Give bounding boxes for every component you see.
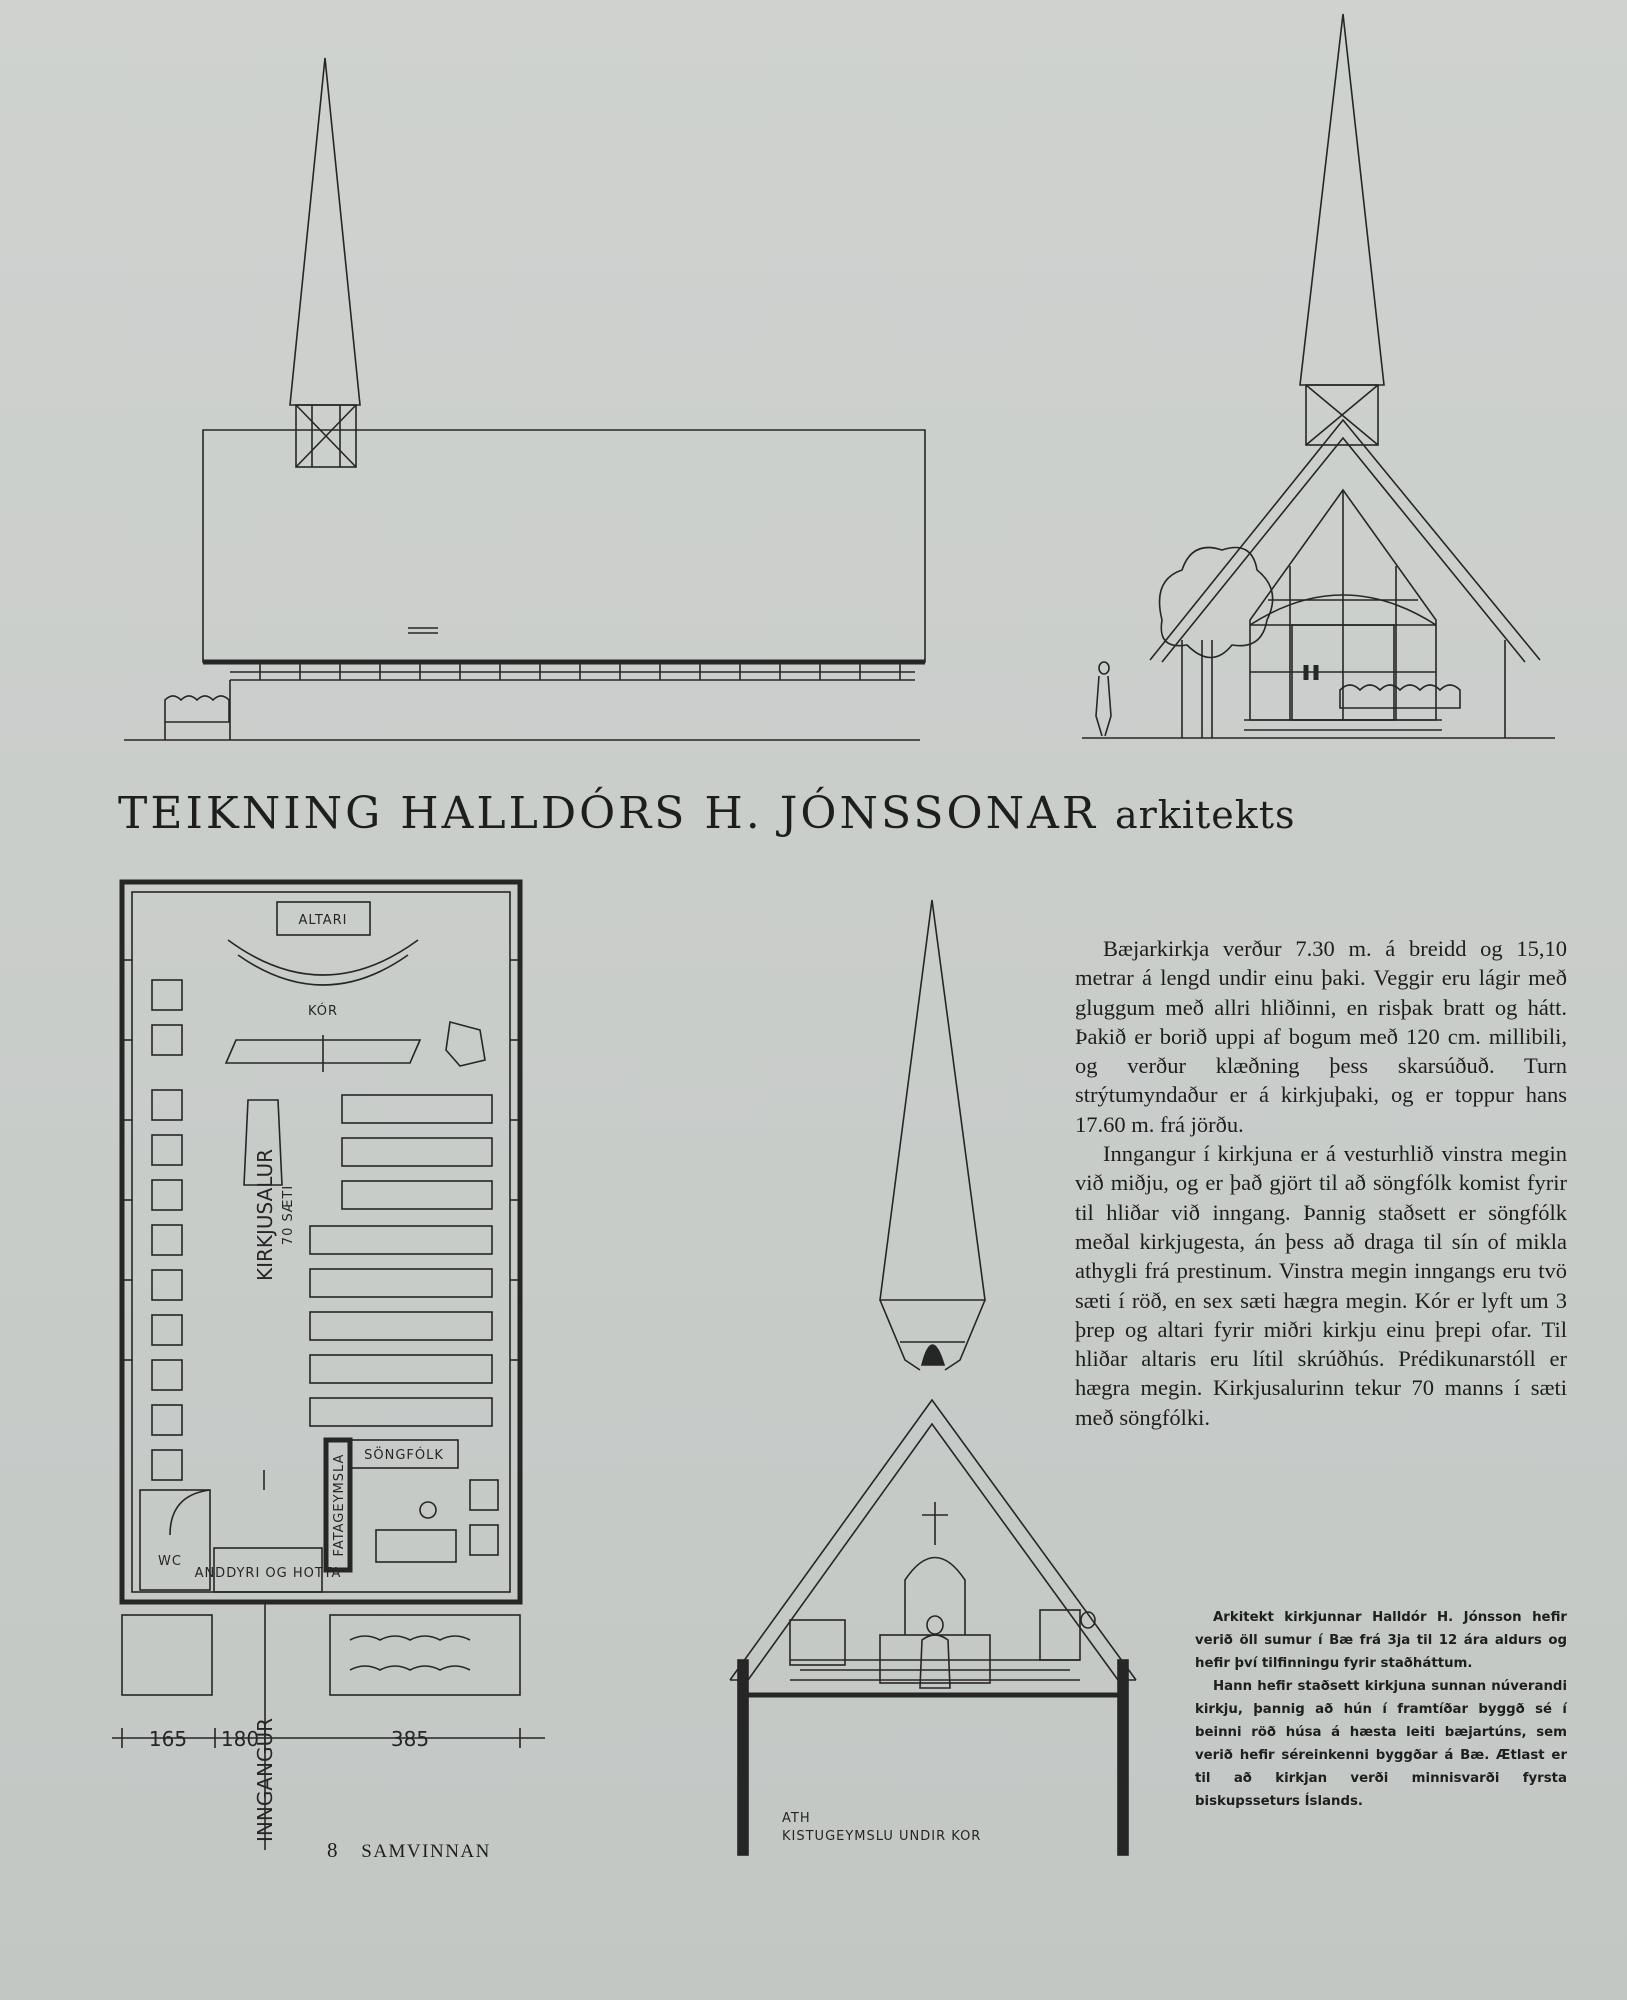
architect-caption bbox=[1195, 1606, 1567, 1813]
section-note-line-1: ATH bbox=[782, 1811, 811, 1826]
body-paragraph-1: Bæjarkirkja verður 7.30 m. á breidd og 15,10 metrar á lengd undir einu þaki. Veggir eru lágir með gluggum með allri hliðinni, en risþak bratt og hátt. Þakið er borið uppi af bogum með 120 cm. millibili, og verður klæðning þess skarsúðuð. Turn strýtumyndaður er á kirkjuþaki, og er toppur hans 17.60 m. frá jörðu. bbox=[1075, 936, 1567, 1137]
page-headline bbox=[118, 788, 1518, 839]
magazine-name: SAMVINNAN bbox=[361, 1841, 491, 1862]
plan-label-entrance: INNGANGUR bbox=[253, 1718, 277, 1842]
plan-label-seats: 70 SÆTI bbox=[281, 1184, 296, 1246]
plan-label-altar: ALTARI bbox=[298, 913, 348, 928]
plan-left-pews bbox=[152, 980, 182, 1480]
plan-label-choir: KÓR bbox=[307, 1004, 339, 1019]
plan-dimension-180: 180 bbox=[220, 1727, 260, 1751]
plan-dimension-165: 165 bbox=[148, 1727, 188, 1751]
plan-label-nave: KIRKJUSALUR bbox=[253, 1149, 277, 1281]
page-number: 8 bbox=[327, 1838, 339, 1862]
plan-dimension-385: 385 bbox=[390, 1727, 430, 1751]
caption-paragraph-1: Arkitekt kirkjunnar Halldór H. Jónsson hefir verið öll sumur í Bæ frá 3ja til 12 ára aldurs og hefir því tilfinningu fyrir staðháttum. bbox=[1195, 1610, 1567, 1671]
page-footer bbox=[327, 1838, 491, 1863]
headline-main: TEIKNING HALLDÓRS H. JÓNSSONAR bbox=[118, 788, 1098, 839]
front-elevation-drawing bbox=[1082, 14, 1555, 738]
body-paragraph-2: Inngangur í kirkjuna er á vesturhlið vinstra megin við miðju, og er það gjört til að söngfólk komist fyrir til hliðar við inngang. Þannig staðsett er söngfólk meðal kirkjugesta, án þess að draga til sín of mikla athygli frá prestinum. Vinstra megin inngangs eru tvö sæti í röð, en sex sæti hægra megin. Kór er lyft um 3 þrep og altari fyrir miðri kirkju einu þrepi ofar. Til hliðar altaris eru lítil skrúðhús. Prédikunarstóll er hægra megin. Kirkjusalurinn tekur 70 manns í sæti með söngfólki. bbox=[1075, 1141, 1567, 1430]
plan-label-singers: SÖNGFÓLK bbox=[364, 1448, 444, 1463]
plan-label-wc: WC bbox=[158, 1554, 182, 1569]
side-elevation-drawing bbox=[124, 58, 925, 740]
article-body-column bbox=[1075, 934, 1567, 1432]
plan-label-entrance-hall: ANDDYRI OG HOTTA bbox=[194, 1566, 342, 1581]
plan-label-cloakroom: FATAGEYMSLA bbox=[332, 1453, 347, 1557]
caption-paragraph-2: Hann hefir staðsett kirkjuna sunnan núverandi kirkju, þannig að hún í framtíðar byggð sé í beinni röð húsa á hæsta leiti bæjartúns, sem verið hefir séreinkenni byggðar á Bæ. Ætlast er til að kirkjan verði minnisvarði fyrsta biskupsseturs Íslands. bbox=[1195, 1679, 1567, 1809]
headline-suffix: arkitekts bbox=[1114, 793, 1296, 837]
plan-right-pews bbox=[310, 1095, 492, 1426]
section-note-line-2: KISTUGEYMSLU UNDIR KOR bbox=[782, 1829, 982, 1844]
floor-plan-drawing bbox=[112, 882, 545, 1850]
